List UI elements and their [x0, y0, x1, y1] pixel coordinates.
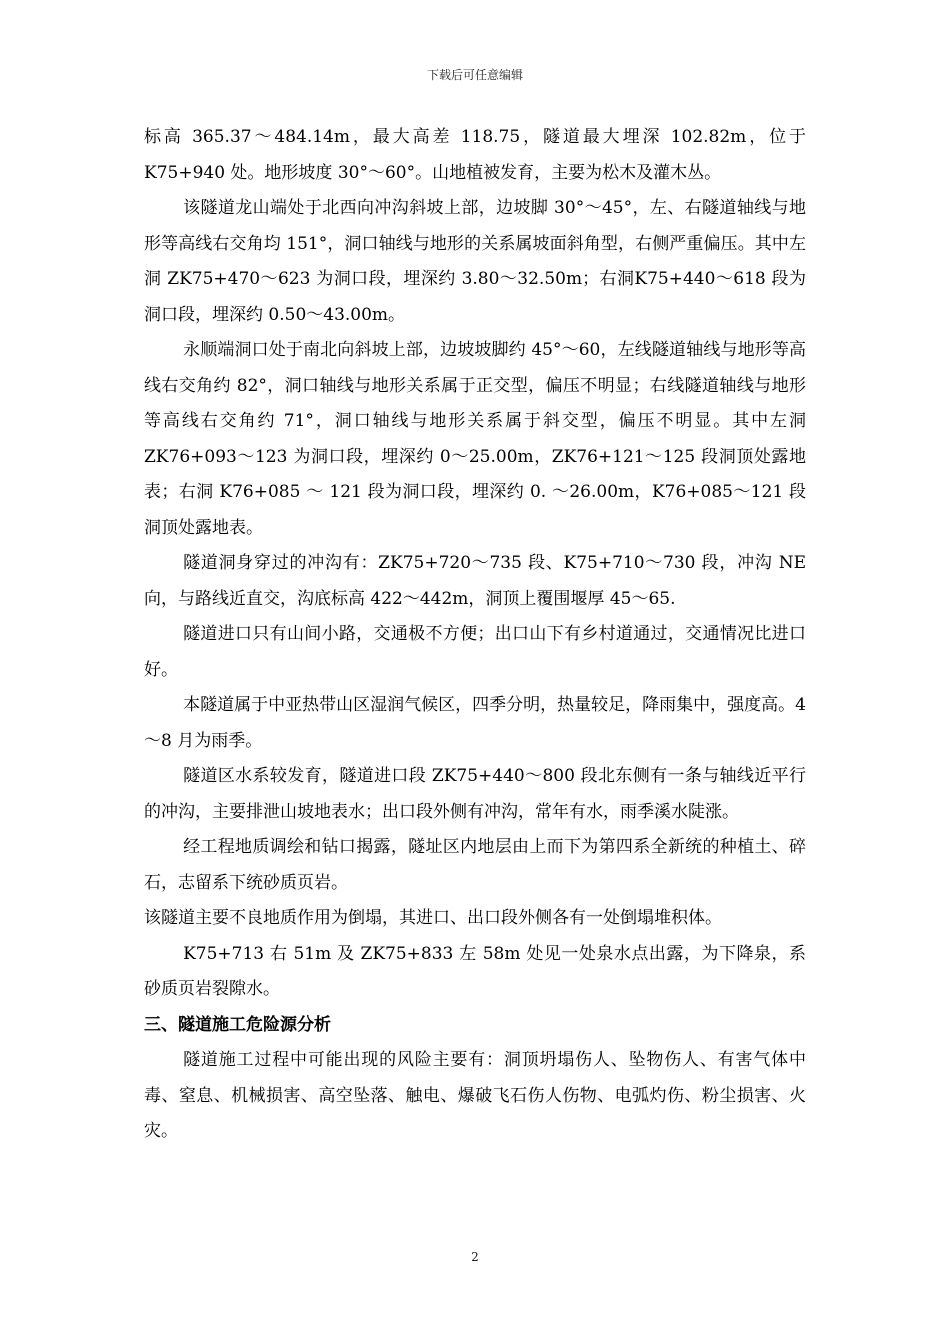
paragraph-access: 隧道进口只有山间小路，交通极不方便；出口山下有乡村道通过，交通情况比进口好。 — [144, 624, 806, 680]
paragraph-adverse-geology: 该隧道主要不良地质作用为倒塌，其进口、出口段外侧各有一处倒塌堆积体。 — [144, 908, 722, 928]
paragraph-elevation: 标高 365.37～484.14m，最大高差 118.75，隧道最大埋深 102.82m，位于K75+940 处。地形坡度 30°～60°。山地植被发育，主要为松木及灌木丛。 — [144, 127, 806, 183]
paragraph-spring: K75+713 右 51m 及 ZK75+833 左 58m 处见一处泉水点出露，为下降泉，系砂质页岩裂隙水。 — [144, 943, 806, 999]
paragraph-water-system: 隧道区水系较发育，隧道进口段 ZK75+440～800 段北东侧有一条与轴线近平行的冲沟，主要排泄山坡地表水；出口段外侧有冲沟，常年有水，雨季溪水陡涨。 — [144, 766, 806, 822]
page-number: 2 — [471, 1250, 479, 1264]
page-header: 下载后可任意编辑 — [426, 68, 523, 82]
paragraph-strata: 经工程地质调绘和钻口揭露，隧址区内地层由上而下为第四系全新统的种植土、碎石，志留系下统砂质页岩。 — [144, 837, 806, 893]
paragraph-risks: 隧道施工过程中可能出现的风险主要有：洞顶坍塌伤人、坠物伤人、有害气体中毒、窒息、机械损害、高空坠落、触电、爆破飞石伤人伤物、电弧灼伤、粉尘损害、火灾。 — [144, 1050, 806, 1141]
section-heading-hazard-analysis: 三、隧道施工危险源分析 — [144, 1014, 331, 1035]
paragraph-gullies: 隧道洞身穿过的冲沟有：ZK75+720～735 段、K75+710～730 段，冲沟 NE向，与路线近直交，沟底标高 422～442m，洞顶上覆围堰厚 45～65. — [144, 553, 806, 609]
paragraph-climate: 本隧道属于中亚热带山区湿润气候区，四季分明，热量较足，降雨集中，强度高。4～8 月为雨季。 — [144, 695, 806, 751]
document-body — [144, 120, 806, 1150]
paragraph-longshan-portal: 该隧道龙山端处于北西向冲沟斜坡上部，边坡脚 30°～45°，左、右隧道轴线与地形等高线右交角均 151°，洞口轴线与地形的关系属坡面斜角型，右侧严重偏压。其中左洞 ZK75+470～623 为洞口段，埋深约 3.80～32.50m；右洞K75+440～618 段为洞口段，埋深约 0.50～43.00m。 — [144, 198, 806, 325]
paragraph-yongshun-portal: 永顺端洞口处于南北向斜坡上部，边坡坡脚约 45°～60，左线隧道轴线与地形等高线右交角约 82°，洞口轴线与地形关系属于正交型，偏压不明显；右线隧道轴线与地形等高线右交角约 71°，洞口轴线与地形关系属于斜交型，偏压不明显。其中左洞 ZK76+093～123 为洞口段，埋深约 0～25.00m，ZK76+121～125 段洞顶处露地表；右洞 K76+085 ～ 121 段为洞口段，埋深约 0. ～26.00m，K76+085～121 段洞顶处露地表。 — [144, 340, 806, 538]
